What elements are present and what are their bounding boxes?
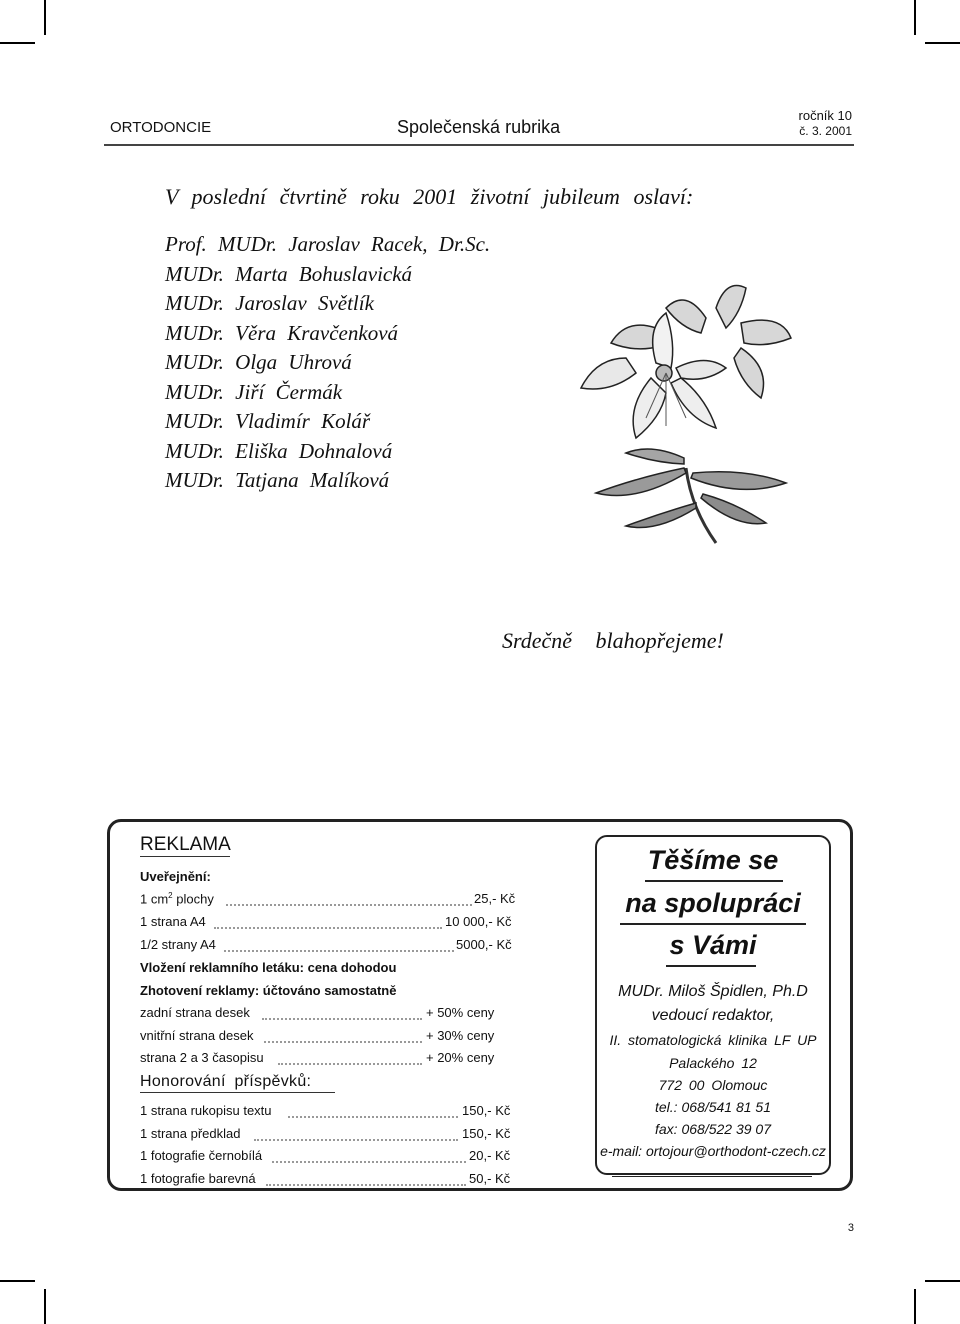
publication-heading: Uveřejnění: xyxy=(140,869,211,884)
surcharge-item: strana 2 a 3 časopisu xyxy=(140,1050,264,1065)
intro-text: V poslední čtvrtině roku 2001 životní jubileum oslaví: xyxy=(165,184,694,209)
fee-item: 1 strana předklad xyxy=(140,1126,241,1141)
fee-price: 150,- Kč xyxy=(462,1126,511,1141)
surcharge-price: + 20% ceny xyxy=(426,1050,495,1065)
email: e-mail: ortojour@orthodont-czech.cz xyxy=(600,1143,826,1159)
surcharge-item: zadní strana desek xyxy=(140,1005,250,1020)
surcharge-item: vnitřní strana desek xyxy=(140,1028,254,1043)
panel-heading: s Vámi xyxy=(669,930,757,960)
telephone: tel.: 068/541 81 51 xyxy=(655,1099,771,1115)
fee-item: 1 fotografie černobílá xyxy=(140,1148,263,1163)
editor-name: MUDr. Miloš Špidlen, Ph.D xyxy=(618,983,808,1000)
heading-underline xyxy=(620,923,806,925)
fees-title: Honorování příspěvků: xyxy=(140,1073,312,1090)
leader-dots xyxy=(278,1063,422,1065)
surcharge-price: + 30% ceny xyxy=(426,1028,495,1043)
greeting: Srdečně blahopřejeme! xyxy=(502,628,724,653)
fee-item: 1 strana rukopisu textu xyxy=(140,1103,272,1118)
journal-name: ORTODONCIE xyxy=(110,119,212,136)
crop-mark xyxy=(925,1280,960,1282)
leader-dots xyxy=(254,1139,458,1141)
leader-dots xyxy=(226,904,472,906)
leader-dots xyxy=(266,1184,466,1186)
jubilant-name: MUDr. Tatjana Malíková xyxy=(165,468,390,492)
jubilant-name: Prof. MUDr. Jaroslav Racek, Dr.Sc. xyxy=(165,232,491,256)
heading-underline xyxy=(645,880,783,882)
issue-label: č. 3. 2001 xyxy=(799,124,852,138)
fee-price: 20,- Kč xyxy=(469,1148,511,1163)
surcharge-price: + 50% ceny xyxy=(426,1005,495,1020)
jubilant-name: MUDr. Olga Uhrová xyxy=(165,350,352,374)
volume-label: ročník 10 xyxy=(798,108,852,123)
crop-mark xyxy=(44,1289,46,1324)
section-title: Společenská rubrika xyxy=(397,117,561,137)
rate-price: 5000,- Kč xyxy=(456,937,512,952)
crop-mark xyxy=(0,42,35,44)
jubilant-name: MUDr. Eliška Dohnalová xyxy=(165,438,393,463)
flower-illustration xyxy=(566,268,806,548)
leader-dots xyxy=(214,927,442,929)
jubilant-name: MUDr. Vladimír Kolář xyxy=(165,409,371,433)
leader-dots xyxy=(272,1161,466,1163)
panel-heading: na spolupráci xyxy=(625,888,801,918)
ad-title: REKLAMA xyxy=(140,834,231,855)
fees-title-underline xyxy=(140,1092,335,1093)
rate-price: 25,- Kč xyxy=(474,891,516,906)
leader-dots xyxy=(262,1018,422,1020)
rate-item: 1/2 strany A4 xyxy=(140,937,216,952)
crop-mark xyxy=(44,0,46,35)
page-number: 3 xyxy=(847,1222,854,1234)
fee-price: 150,- Kč xyxy=(462,1103,511,1118)
fee-item: 1 fotografie barevná xyxy=(140,1171,256,1186)
crop-mark xyxy=(914,0,916,35)
street-address: Palackého 12 xyxy=(669,1055,757,1071)
city-address: 772 00 Olomouc xyxy=(658,1077,768,1093)
production-note: Zhotovení reklamy: účtováno samostatně xyxy=(140,983,397,998)
jubilant-name: MUDr. Věra Kravčenková xyxy=(165,320,399,345)
header-rule xyxy=(104,144,854,146)
jubilant-name: MUDr. Jiří Čermák xyxy=(165,379,343,404)
leader-dots xyxy=(264,1041,422,1043)
fee-price: 50,- Kč xyxy=(469,1171,511,1186)
heading-underline xyxy=(666,965,756,967)
rate-price: 10 000,- Kč xyxy=(445,914,512,929)
rate-item: 1 strana A4 xyxy=(140,914,206,929)
panel-bottom-rule xyxy=(612,1176,812,1177)
crop-mark xyxy=(914,1289,916,1324)
crop-mark xyxy=(0,1280,35,1282)
leader-dots xyxy=(224,950,454,952)
jubilant-name: MUDr. Jaroslav Světlík xyxy=(165,291,374,315)
fax: fax: 068/522 39 07 xyxy=(655,1121,771,1137)
institution: II. stomatologická klinika LF UP xyxy=(609,1032,817,1048)
crop-mark xyxy=(925,42,960,44)
leader-dots xyxy=(288,1116,458,1118)
rate-item: 1 $cm^2$ plochy xyxy=(140,891,214,907)
editor-role: vedoucí redaktor, xyxy=(651,1007,775,1024)
jubilant-name: MUDr. Marta Bohuslavická xyxy=(165,261,413,286)
jubilant-list xyxy=(165,230,490,496)
panel-heading: Těšíme se xyxy=(647,845,779,875)
insert-note: Vložení reklamního letáku: cena dohodou xyxy=(140,960,397,975)
ad-title-underline xyxy=(140,856,230,857)
